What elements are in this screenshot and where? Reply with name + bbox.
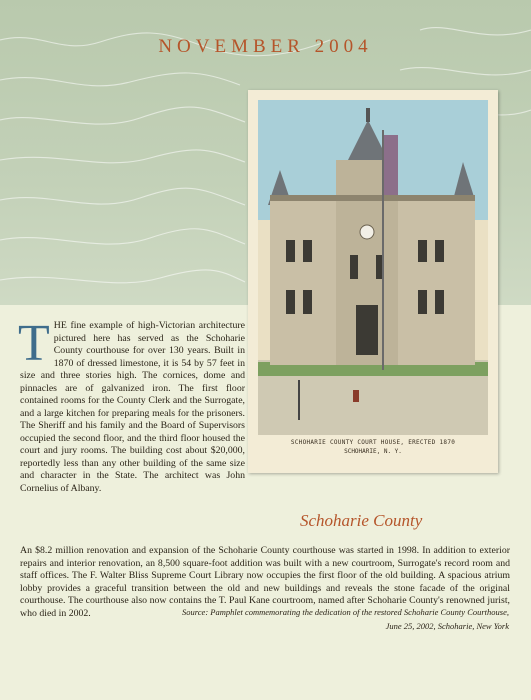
article-paragraph-2: An $8.2 million renovation and expansion of the Schoharie County courthouse was started in 1998. In addition to exterior repairs and interior renovation, an 8,500 square-foot addition was built with a new courtroom, Surrogate's record room and staff offices. The F. Walter Bliss Supreme Court Library now occupies the first floor of the old building. A spacious atrium lobby provides a graceful transition between the old and new buildings and reveals the stone facade of the original courthouse. The courthouse also now contains the T. Paul Kane courtroom, named after Schoharie County's renowned jurist, who died in 2002. (20, 545, 510, 619)
article-paragraph-1 (18, 315, 245, 495)
county-label: Schoharie County (300, 511, 423, 530)
photo-caption-location: SCHOHARIE, N. Y. (344, 448, 402, 455)
drop-cap: T (18, 315, 50, 372)
paragraph-1-text: HE fine example of high-Victorian architecture pictured here has served as the Schoharie County courthouse for over 130 years. Built in 1870 of dressed limestone, it is 54 by 57 feet in size and three stories high. The cornices, dome and pinnacles are of galvanized iron. The first floor contained rooms for the County Clerk and the Surrogate, and a large kitchen for preparing meals for the prisoners. The Sheriff and his family and the Board of Supervisors occupied the second floor, and the third floor housed the court and jury rooms. The building cost about $20,000, reportedly less than any other building of the same size and character in the State. The architect was John Cornelius of Albany. (20, 320, 245, 494)
courthouse-postcard (248, 90, 498, 473)
source-line-2: June 25, 2002, Schoharie, New York (385, 621, 509, 631)
page-title: NOVEMBER 2004 (158, 36, 373, 57)
source-line-1: Source: Pamphlet commemorating the dedication of the restored Schoharie County Courthouse, (182, 607, 509, 617)
courthouse-illustration (258, 100, 488, 435)
photo-caption: SCHOHARIE COUNTY COURT HOUSE, ERECTED 1870 (290, 439, 456, 446)
source-citation (29, 605, 509, 633)
